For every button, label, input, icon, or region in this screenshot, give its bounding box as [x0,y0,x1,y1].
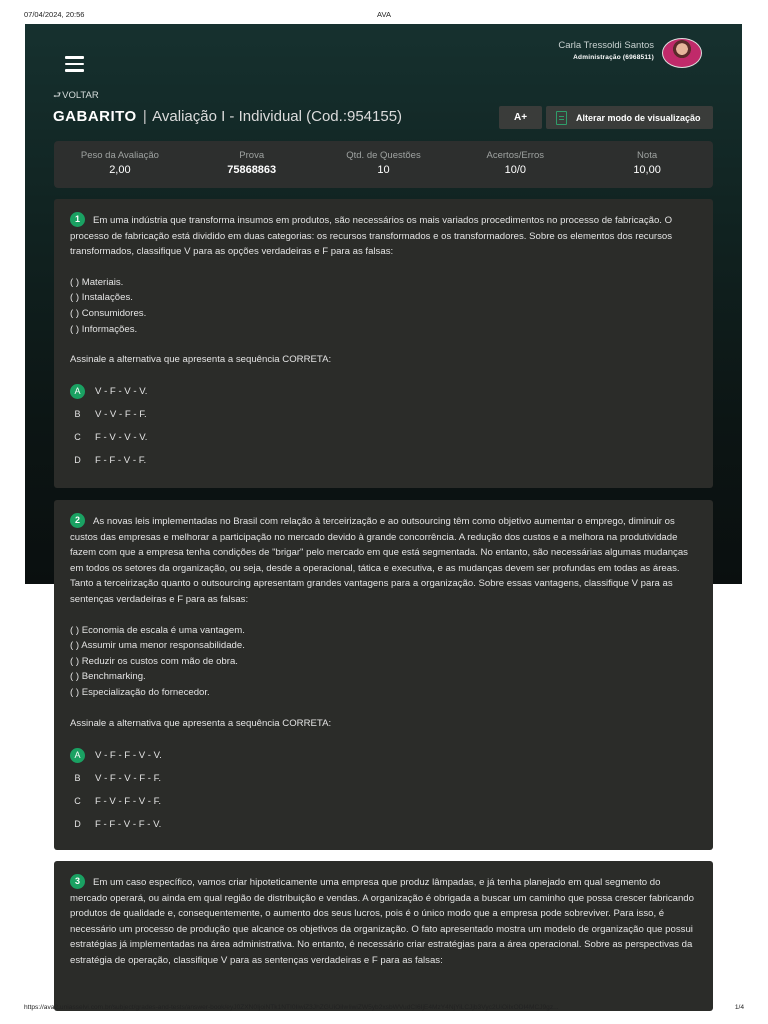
question-statement: As novas leis implementadas no Brasil com relação à terceirização e ao outsourcing têm como objetivo aumentar o emprego, diminuir os custos das empresas e melhorar a participação no mercado devido à grande concorrência. A redução dos custos e a melhora na produtividade fazem com que a empresa tenha condições de "brigar" pelo mercado em que está segmentada. No entanto, são necessárias algumas mudanças em todos os setores da organização, ou seja, desde a operacional, tática e executiva, e as mudanças devem ser profundas em todas as áreas. Tanto a terceirização quanto o outsourcing apresentam grandes vantagens para a organização. Sobre essas vantagens, classifique V para as sentenças verdadeiras e F para as falsas: [70,516,688,605]
back-link[interactable] [53,88,99,104]
list-item: ( ) Especialização do fornecedor. [70,686,210,698]
user-role: Administração (6968511) [573,54,654,61]
question-statement: Em uma indústria que transforma insumos em produtos, são necessários os mais variados procedimentos no processo de fabricação. O processo de fabricação está dividido em duas categorias: os recursos transformados e os transformadores. Sobre os elementos dos recursos transformados, classifique V para as opções verdadeiras e F para as falsas: [70,215,673,258]
stat-label: Acertos/Erros [486,150,545,161]
question-text [70,213,697,260]
print-header [24,10,744,22]
question-number-badge: 1 [70,212,85,227]
avatar[interactable] [662,38,702,68]
question-number-badge: 2 [70,513,85,528]
alternative-letter: A [70,748,85,763]
alternative-letter: B [74,772,81,783]
page-title-separator: | [142,108,147,125]
alternative-c[interactable] [70,426,697,449]
print-title: AVA [377,10,391,19]
page-title-strong: GABARITO [53,108,137,125]
alternative-text: F - F - V - F. [95,455,147,467]
view-mode-label: Alterar modo de visualização [576,112,701,123]
stat-question-count [318,141,450,188]
user-info [558,40,654,61]
alternative-a[interactable] [70,380,697,403]
view-mode-button[interactable] [546,106,713,129]
list-item: ( ) Materiais. [70,276,124,288]
stat-value: 2,00 [109,164,131,176]
list-item: ( ) Informações. [70,323,138,335]
alternative-d[interactable] [70,813,697,836]
alternative-letter: D [74,818,81,829]
question-card-2 [54,500,713,850]
stat-grade [581,141,713,188]
stat-value: 75868863 [227,164,277,176]
question-statement: Em um caso específico, vamos criar hipoteticamente uma empresa que produz lâmpadas, e já tenha planejado em qual segmento do mercado operará, ou ainda em qual região de distribuição e vendas. A organização é obrigada a buscar um caminho que possa crescer fabricando produtos de qualidade e, consequentemente, o aumento dos seus lucros, pois é o único modo que a empresa pode sobreviver. Para isso, é necessário um processo de produção que alcance os objetivos da organização. O fato apresentado mostra um modelo de organização que possui estratégias já implementadas na área administrativa. No entanto, é necessário criar estratégias para a área operacional. Sobre as perspectivas da estratégia de operação, classifique V para as sentenças verdadeiras e F para as falsas: [70,877,694,966]
alternative-b[interactable] [70,767,697,790]
page-title-rest: Avaliação I - Individual (Cod.:954155) [152,108,403,125]
alternative-a[interactable] [70,744,697,767]
stat-value: 10 [377,164,390,176]
question-card-3 [54,861,713,1011]
stat-value: 10/0 [504,164,526,176]
question-text [70,875,697,969]
stat-weight [54,141,186,188]
stat-label: Nota [637,150,658,161]
stat-label: Prova [239,150,265,161]
question-items [70,623,697,701]
alternative-text: F - V - V - V. [95,432,148,444]
back-label: VOLTAR [62,90,99,101]
list-item: ( ) Assumir uma menor responsabilidade. [70,640,245,652]
back-arrow-icon: ⮐ [53,90,62,100]
alternative-c[interactable] [70,790,697,813]
stat-label: Qtd. de Questões [346,150,421,161]
menu-icon[interactable] [65,56,85,72]
page-url: https://ava2.uniasselvi.com.br/subject/grades-and-tests/answer-book/eyJ0ZXN0IjoiNTk1NTI0IiwiZ3JhZGUiOiIwIiwiZW5yb2xsbWVudCI6IjE4MzY4NjYiLCJjb3Vyc2UiOiIxODI4MCJ9gz... [24,1004,559,1011]
alternative-letter: D [74,455,81,466]
font-size-button[interactable]: A+ [499,106,542,129]
document-icon [556,111,567,125]
alternative-letter: C [74,432,81,443]
alternative-b[interactable] [70,403,697,426]
alternative-text: V - F - V - F - F. [95,772,162,784]
print-datetime: 07/04/2024, 20:56 [24,10,85,19]
print-footer [24,1004,744,1014]
question-instruction: Assinale a alternativa que apresenta a sequência CORRETA: [70,717,332,729]
list-item: ( ) Benchmarking. [70,671,146,683]
alternative-letter: A [70,384,85,399]
question-items [70,275,697,337]
list-item: ( ) Consumidores. [70,308,147,319]
alternative-letter: B [74,409,81,420]
stat-test [186,141,318,188]
alternative-letter: C [74,795,81,806]
question-number-badge: 3 [70,874,85,889]
alternatives-list [70,744,697,836]
stats-bar [54,141,713,188]
alternative-text: F - F - V - F - V. [95,818,162,830]
page-title [53,108,402,125]
user-name: Carla Tressoldi Santos [558,40,654,51]
stat-hits-errors [449,141,581,188]
list-item: ( ) Reduzir os custos com mão de obra. [70,655,238,667]
alternative-text: V - V - F - F. [95,409,147,421]
alternative-text: V - F - V - V. [95,386,148,398]
list-item: ( ) Instalações. [70,292,133,304]
page-number: 1/4 [734,1004,744,1011]
question-text [70,514,697,608]
alternative-d[interactable] [70,449,697,472]
question-instruction: Assinale a alternativa que apresenta a sequência CORRETA: [70,354,332,366]
alternative-text: F - V - F - V - F. [95,795,162,807]
alternatives-list [70,380,697,472]
question-card-1 [54,199,713,488]
alternative-text: V - F - F - V - V. [95,749,162,761]
stat-value: 10,00 [633,164,661,176]
list-item: ( ) Economia de escala é uma vantagem. [70,624,245,636]
stat-label: Peso da Avaliação [80,150,159,161]
